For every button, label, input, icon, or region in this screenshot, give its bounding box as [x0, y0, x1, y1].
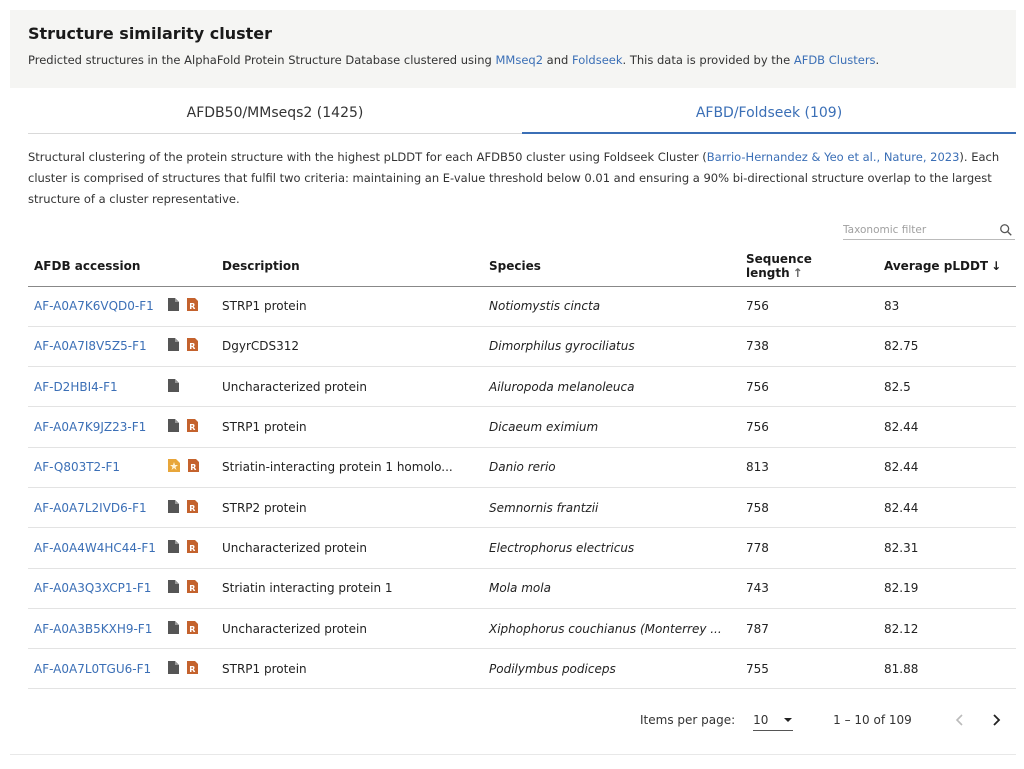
accession-link[interactable]: AF-A0A3Q3XCP1-F1 [34, 581, 152, 596]
plddt-cell: 82.12 [878, 608, 1016, 648]
accession-cell [28, 447, 162, 487]
table-row [28, 568, 1016, 608]
sequence-length-cell: 755 [740, 649, 878, 689]
sequence-length-cell: 756 [740, 407, 878, 447]
sequence-length-cell: 756 [740, 367, 878, 407]
icons-cell [162, 367, 216, 407]
reference-link[interactable]: Barrio-Hernandez & Yeo et al., Nature, 2023 [706, 150, 960, 164]
paginator [640, 706, 1016, 734]
cluster-description [28, 147, 1018, 210]
sequence-length-cell: 813 [740, 447, 878, 487]
afdb-clusters-link[interactable]: AFDB Clusters [793, 53, 876, 67]
plddt-cell: 81.88 [878, 649, 1016, 689]
svg-text:R: R [190, 463, 197, 473]
species-cell: Electrophorus electricus [483, 528, 740, 568]
accession-link[interactable]: AF-A0A7L0TGU6-F1 [34, 661, 152, 676]
tab-foldseek[interactable]: AFBD/Foldseek (109) [522, 98, 1016, 133]
desc-text: and [543, 53, 572, 67]
species-cell: Mola mola [483, 568, 740, 608]
accession-link[interactable]: AF-A0A7K9JZ23-F1 [34, 420, 147, 435]
header-icons [162, 246, 216, 286]
sequence-length-cell: 743 [740, 568, 878, 608]
dropdown-arrow-icon [783, 717, 793, 723]
icons-cell [162, 528, 216, 568]
species-cell: Podilymbus podiceps [483, 649, 740, 689]
svg-text:R: R [189, 664, 196, 674]
mmseq-link[interactable]: MMseq2 [495, 53, 544, 67]
description-cell: Striatin-interacting protein 1 homolo... [216, 447, 483, 487]
accession-cell [28, 649, 162, 689]
accession-cell [28, 528, 162, 568]
items-per-page-select[interactable] [753, 709, 793, 731]
description-cell: DgyrCDS312 [216, 326, 483, 366]
plddt-cell: 83 [878, 286, 1016, 326]
table-row [28, 367, 1016, 407]
svg-text:R: R [189, 342, 196, 352]
description-cell: STRP2 protein [216, 487, 483, 527]
header-label: Sequence length [746, 251, 812, 280]
icons-cell [162, 447, 216, 487]
desc-text: . [875, 53, 880, 67]
file-icon[interactable] [168, 580, 179, 596]
chevron-right-icon [991, 714, 1001, 726]
species-cell: Notiomystis cincta [483, 286, 740, 326]
header-description: Description [216, 246, 483, 286]
divider [10, 754, 1016, 755]
sort-down-icon[interactable]: ↓ [991, 258, 1002, 273]
description-cell: Uncharacterized protein [216, 367, 483, 407]
description-cell: Uncharacterized protein [216, 528, 483, 568]
header-species: Species [483, 246, 740, 286]
previous-page-button[interactable] [948, 708, 972, 732]
file-icon[interactable] [168, 298, 179, 314]
accession-cell [28, 367, 162, 407]
description-cell: Striatin interacting protein 1 [216, 568, 483, 608]
icons-cell [162, 286, 216, 326]
file-icon[interactable] [168, 419, 179, 435]
species-cell: Danio rerio [483, 447, 740, 487]
icons-cell [162, 608, 216, 648]
table-row [28, 286, 1016, 326]
sequence-length-cell: 787 [740, 608, 878, 648]
page-range: 1 – 10 of 109 [833, 713, 912, 727]
reviewed-r-icon[interactable] [187, 580, 198, 596]
clusters-table [28, 246, 1016, 689]
svg-text:R: R [189, 423, 196, 433]
table-row [28, 326, 1016, 366]
accession-link[interactable]: AF-A0A7L2IVD6-F1 [34, 500, 147, 515]
accession-link[interactable]: AF-A0A3B5KXH9-F1 [34, 621, 153, 636]
svg-text:R: R [189, 543, 196, 553]
plddt-cell: 82.44 [878, 407, 1016, 447]
file-icon[interactable] [168, 338, 179, 354]
sort-up-icon[interactable]: ↑ [792, 265, 803, 280]
desc-text: ). Each cluster is comprised of structures that fulfil two criteria: maintaining an E-value threshold below 0.01 and ensuring a 90% bi-directional structure overlap to the largest structure of a cluster representative. [28, 150, 1000, 206]
next-page-button[interactable] [984, 708, 1008, 732]
plddt-cell: 82.75 [878, 326, 1016, 366]
description-cell: Uncharacterized protein [216, 608, 483, 648]
plddt-cell: 82.19 [878, 568, 1016, 608]
file-icon[interactable] [168, 500, 179, 516]
reviewed-r-icon[interactable] [188, 459, 199, 475]
accession-link[interactable]: AF-A0A4W4HC44-F1 [34, 540, 156, 555]
reviewed-r-icon[interactable] [187, 419, 198, 435]
sequence-length-cell: 778 [740, 528, 878, 568]
description-cell: STRP1 protein [216, 649, 483, 689]
header-sequence-length[interactable] [740, 246, 878, 286]
icons-cell [162, 407, 216, 447]
section-description [28, 53, 998, 67]
accession-cell [28, 286, 162, 326]
icons-cell [162, 487, 216, 527]
table-header-row [28, 246, 1016, 286]
header-panel [10, 10, 1016, 88]
items-per-page-label: Items per page: [640, 713, 736, 727]
cluster-tabs [28, 98, 1016, 134]
foldseek-link[interactable]: Foldseek [571, 53, 623, 67]
reviewed-r-icon[interactable] [187, 621, 198, 637]
sequence-length-cell: 758 [740, 487, 878, 527]
species-cell: Dimorphilus gyrociliatus [483, 326, 740, 366]
plddt-cell: 82.31 [878, 528, 1016, 568]
file-icon[interactable] [168, 661, 179, 677]
desc-text: . This data is provided by the [622, 53, 794, 67]
header-label: Average pLDDT [884, 258, 989, 273]
sequence-length-cell: 738 [740, 326, 878, 366]
reviewed-r-icon[interactable] [187, 500, 198, 516]
icons-cell [162, 326, 216, 366]
table-row [28, 487, 1016, 527]
description-cell: STRP1 protein [216, 286, 483, 326]
table-row [28, 447, 1016, 487]
header-accession: AFDB accession [28, 246, 162, 286]
accession-cell [28, 326, 162, 366]
search-icon[interactable] [999, 223, 1013, 237]
table-row [28, 407, 1016, 447]
reviewed-r-icon[interactable] [187, 338, 198, 354]
file-icon[interactable] [168, 621, 179, 637]
reviewed-r-icon[interactable] [187, 661, 198, 677]
description-cell: STRP1 protein [216, 407, 483, 447]
desc-text: Predicted structures in the AlphaFold Protein Structure Database clustered using [28, 53, 496, 67]
section-title: Structure similarity cluster [28, 24, 273, 43]
taxonomic-filter [843, 220, 1015, 240]
chevron-left-icon [955, 714, 965, 726]
accession-cell [28, 608, 162, 648]
header-average-plddt[interactable] [878, 246, 1016, 286]
plddt-cell: 82.44 [878, 447, 1016, 487]
items-per-page-value: 10 [753, 712, 769, 727]
file-icon[interactable] [168, 379, 179, 395]
species-cell: Ailuropoda melanoleuca [483, 367, 740, 407]
species-cell: Dicaeum eximium [483, 407, 740, 447]
accession-link[interactable]: AF-A0A7K6VQD0-F1 [34, 299, 154, 314]
icons-cell [162, 649, 216, 689]
species-cell: Semnornis frantzii [483, 487, 740, 527]
icons-cell [162, 568, 216, 608]
accession-cell [28, 407, 162, 447]
table-row [28, 608, 1016, 648]
accession-cell [28, 487, 162, 527]
tab-mmseqs2[interactable]: AFDB50/MMseqs2 (1425) [186, 105, 364, 121]
reviewed-r-icon[interactable] [187, 298, 198, 314]
accession-link[interactable]: AF-A0A7I8V5Z5-F1 [34, 339, 147, 354]
accession-link[interactable]: AF-Q803T2-F1 [34, 460, 121, 475]
svg-text:R: R [189, 503, 196, 513]
taxonomic-filter-input[interactable] [843, 224, 993, 236]
svg-text:R: R [189, 584, 196, 594]
desc-text: Structural clustering of the protein structure with the highest pLDDT for each AFDB50 cluster using Foldseek Cluster ( [28, 150, 707, 164]
sequence-length-cell: 756 [740, 286, 878, 326]
svg-text:R: R [189, 302, 196, 312]
svg-text:R: R [189, 624, 196, 634]
file-star-icon[interactable] [168, 459, 180, 475]
table-row [28, 649, 1016, 689]
species-cell: Xiphophorus couchianus (Monterrey ... [483, 608, 740, 648]
plddt-cell: 82.44 [878, 487, 1016, 527]
reviewed-r-icon[interactable] [187, 540, 198, 556]
file-icon[interactable] [168, 540, 179, 556]
plddt-cell: 82.5 [878, 367, 1016, 407]
accession-link[interactable]: AF-D2HBI4-F1 [34, 379, 118, 394]
table-row [28, 528, 1016, 568]
accession-cell [28, 568, 162, 608]
